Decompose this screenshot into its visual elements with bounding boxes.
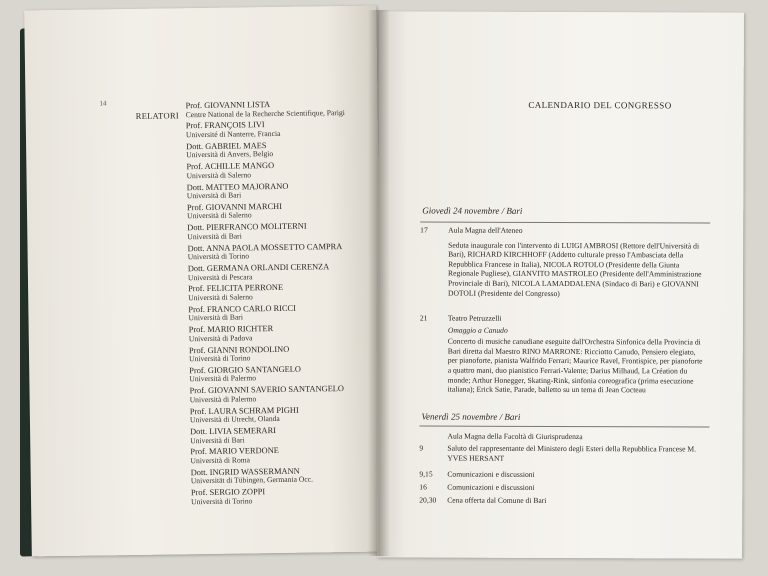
speaker-affiliation: Università di Padova [188,333,253,343]
speaker-entry [191,466,381,486]
speaker-entry [189,324,379,344]
speaker-affiliation: Università di Bari [190,435,245,445]
speaker-entry [186,140,376,160]
speaker-name: Prof. FRANÇOIS LIVI [185,120,265,131]
speaker-affiliation: Università di Roma [190,455,251,466]
page-number: 14 [99,99,107,108]
event-place: Aula Magna dell'Ateneo [448,225,523,235]
speaker-entry [188,263,378,283]
speaker-affiliation: Università di Salerno [187,210,252,221]
speaker-list [186,100,382,510]
speaker-affiliation: Università di Bari [187,231,242,242]
event-time: 16 [419,482,427,492]
day-heading-thursday: Giovedì 24 novembre / Bari [422,205,523,216]
speaker-name: Prof. SERGIO ZOPPI [190,487,266,498]
speaker-entry [189,364,379,384]
relatori-label: RELATORI [135,110,180,121]
speaker-affiliation: Università di Pescara [187,271,253,282]
speaker-entry [190,426,380,446]
right-page [377,11,744,558]
speaker-name: Prof. GIANNI RONDOLINO [188,344,290,355]
heading-rule [420,222,710,224]
book-gutter [368,10,390,556]
speaker-name: Prof. LAURA SCHRAM PIGHI [189,405,299,416]
event-time: 20,30 [419,495,437,505]
event-dinner [419,496,705,509]
speaker-name: Prof. FRANCO CARLO RICCI [188,303,296,314]
speaker-name: Dott. LIVIA SEMERARI [190,426,277,437]
event-opening [420,226,706,301]
event-place: Teatro Petruzzelli [447,313,502,323]
speaker-entry [187,242,377,262]
speaker-name: Prof. FELICITA PERRONE [188,283,284,294]
speaker-affiliation: Università di Torino [191,496,253,506]
speaker-entry [191,487,381,507]
event-description: Concerto di musiche canudiane eseguite dall'Orchestra Sinfonica della Provincia di Bari diretta dal Maestro RINO MARRONE: Ricciotto Canudo, Pensiero elegiato, per pianoforte, pianista Walfrido Ferrari; Maurice Ravel, Frontispice, per pianoforte a quattro mani, duo pianistico Ferrari-Valente; Darius Milhaud, La Création du monde; Arthur Honegger, Skating-Rink, sinfonia coreografica (prima esecuzione italiana); Erick Satie, Parade, balletto su un tema di Jean Cocteau [447,336,703,395]
event-communications-am [419,470,705,483]
day-heading-friday: Venerdì 25 novembre / Bari [421,411,521,422]
speaker-name: Prof. GIOVANNI MARCHI [186,201,283,213]
event-concert [420,314,706,398]
speaker-affiliation: Università di Anvers, Belgio [186,149,274,160]
speaker-name: Dott. MATTEO MAJORANO [186,181,289,192]
speaker-entry [188,303,378,323]
speaker-entry [190,446,380,466]
speaker-name: Prof. GIOVANNI LISTA [185,100,271,111]
speaker-affiliation: Università di Utrecht, Olanda [189,414,280,425]
event-communications-pm [419,483,705,496]
speaker-affiliation: Centre National de la Recherche Scientifique, Parigi [185,107,345,119]
speaker-entry [187,201,377,221]
speaker-name: Prof. GIOVANNI SAVERIO SANTANGELO [189,384,345,396]
speaker-entry [190,405,380,425]
speaker-affiliation: Università di Salerno [186,170,252,180]
event-subtitle: Omaggio a Canudo [447,325,508,335]
speaker-name: Prof. ACHILLE MANGO [186,161,275,172]
event-description: Saluto del rappresentante del Ministero degli Esteri della Repubblica Francese M. YVES HERSANT [447,443,697,463]
speaker-affiliation: Università di Palermo [189,394,257,405]
speaker-name: Dott. PIERFRANCO MOLITERNI [187,221,307,233]
speaker-entry [189,385,379,405]
event-place: Aula Magna della Facoltà di Giurisprudenza [447,431,583,442]
event-time: 17 [420,225,428,235]
speaker-affiliation: Università di Palermo [189,373,257,384]
speaker-entry [188,283,378,303]
speaker-entry [186,100,376,120]
speaker-affiliation: Università di Torino [187,251,250,262]
speaker-affiliation: Universität di Tübingen, Germania Occ. [190,474,314,486]
speaker-entry [189,344,379,364]
speaker-name: Prof. MARIO VERDONE [190,446,279,457]
left-page [24,6,384,557]
event-time: 21 [419,313,428,323]
event-description: Comunicazioni e discussioni [447,482,535,492]
speaker-name: Prof. GIORGIO SANTANGELO [189,364,301,376]
speaker-name: Prof. MARIO RICHTER [188,324,274,335]
speaker-name: Dott. GABRIEL MAES [186,140,267,151]
event-description: Cena offerta dal Comune di Bari [447,495,547,505]
speaker-name: Dott. GERMANA ORLANDI CERENZA [187,262,330,274]
speaker-name: Dott. ANNA PAOLA MOSSETTO CAMPRA [187,241,343,253]
speaker-affiliation: Università di Salerno [188,292,253,303]
speaker-affiliation: Université di Nanterre, Francia [185,128,281,140]
event-faculty-hall [419,432,705,445]
speaker-entry [187,222,377,242]
event-description: Seduta inaugurale con l'intervento di LUIGI AMBROSI (Rettore dell'Università di Bari), RICHARD KIRCHHOFF (Addetto culturale presso l'Ambasciata della Repubblica Francese in Italia), NICOLA ROTOLO (Presidente della Giunta Regionale Pugliese), GIANVITO MASTROLEO (Presidente dell'Amministrazione Provinciale di Bari), NICOLA LAMADDALENA (Sindaco di Bari) e GIOVANNI DOTOLI (Presidente del Congresso) [447,240,702,298]
speaker-entry [187,181,377,201]
speaker-affiliation: Università di Bari [188,312,243,323]
event-description: Comunicazioni e discussioni [447,469,535,479]
calendar-title: CALENDARIO DEL CONGRESSO [528,99,672,111]
speaker-entry [186,120,376,140]
speaker-affiliation: Università di Bari [186,190,242,201]
event-time: 9,15 [419,469,433,479]
speaker-entry [186,161,376,181]
heading-rule [420,426,710,428]
event-time: 9 [419,443,424,453]
speaker-affiliation: Università di Torino [189,353,251,364]
event-greeting [419,444,705,466]
speaker-name: Dott. INGRID WASSERMANN [190,466,300,477]
